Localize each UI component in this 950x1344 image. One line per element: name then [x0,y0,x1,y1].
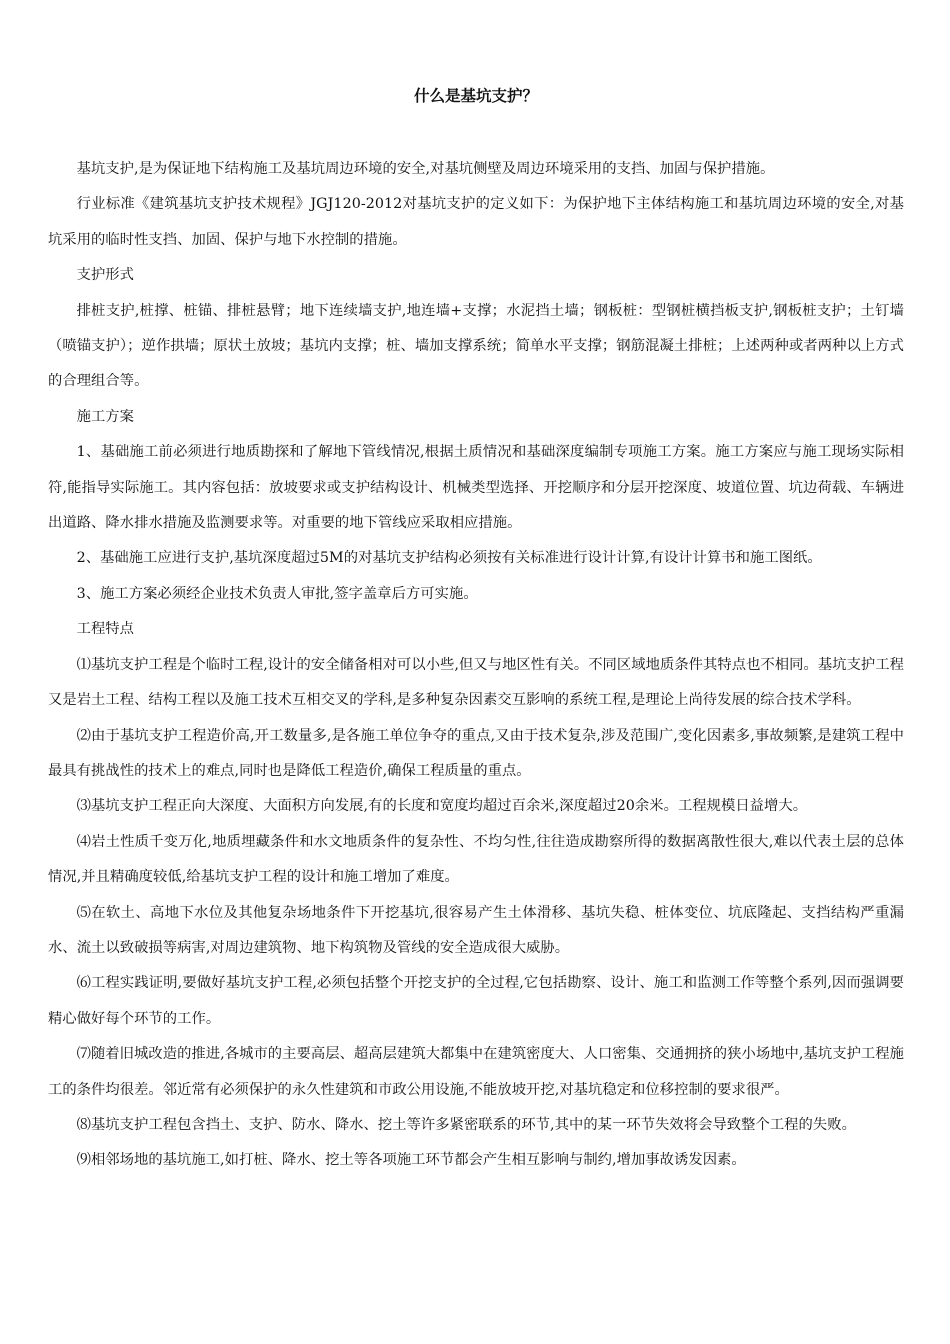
section-heading-engineering-features: 工程特点 [76,621,134,638]
paragraph-standard-definition: 行业标准《建筑基坑支护技术规程》JGJ120-2012对基坑支护的定义如下：为保护地下主体结构施工和基坑周边环境的安全,对基坑采用的临时性支挡、加固、保护与地下水控制的措施。 [48,196,904,248]
paragraph-feature-6: ⑹工程实践证明,要做好基坑支护工程,必须包括整个开挖支护的全过程,它包括勘察、设计、施工和监测工作等整个系列,因而强调要精心做好每个环节的工作。 [48,975,904,1027]
paragraph-feature-2: ⑵由于基坑支护工程造价高,开工数量多,是各施工单位争夺的重点,又由于技术复杂,涉及范围广,变化因素多,事故频繁,是建筑工程中最具有挑战性的技术上的难点,同时也是降低工程造价,确保工程质量的重点。 [48,727,904,779]
document-page [48,74,904,1179]
section-heading-support-forms: 支护形式 [76,267,134,284]
paragraph-plan-item-3: 3、施工方案必须经企业技术负责人审批,签字盖章后方可实施。 [76,585,478,602]
paragraph-feature-1: ⑴基坑支护工程是个临时工程,设计的安全储备相对可以小些,但又与地区性有关。不同区域地质条件其特点也不相同。基坑支护工程又是岩土工程、结构工程以及施工技术互相交叉的学科,是多种复杂因素交互影响的系统工程,是理论上尚待发展的综合技术学科。 [48,656,904,709]
paragraph-feature-9: ⑼相邻场地的基坑施工,如打桩、降水、挖土等各项施工环节都会产生相互影响与制约,增加事故诱发因素。 [76,1152,746,1169]
paragraph-definition: 基坑支护,是为保证地下结构施工及基坑周边环境的安全,对基坑侧壁及周边环境采用的支挡、加固与保护措施。 [76,161,775,177]
paragraph-feature-5: ⑸在软土、高地下水位及其他复杂场地条件下开挖基坑,很容易产生土体滑移、基坑失稳、桩体变位、坑底隆起、支挡结构严重漏水、流土以致破损等病害,对周边建筑物、地下构筑物及管线的安全造成很大威胁。 [48,904,904,956]
paragraph-feature-7: ⑺随着旧城改造的推进,各城市的主要高层、超高层建筑大都集中在建筑密度大、人口密集、交通拥挤的狭小场地中,基坑支护工程施工的条件均很差。邻近常有必须保护的永久性建筑和市政公用设施,不能放坡开挖,对基坑稳定和位移控制的要求很严。 [48,1046,904,1098]
paragraph-feature-8: ⑻基坑支护工程包含挡土、支护、防水、降水、挖土等许多紧密联系的环节,其中的某一环节失效将会导致整个工程的失败。 [76,1116,856,1133]
paragraph-feature-3: ⑶基坑支护工程正向大深度、大面积方向发展,有的长度和宽度均超过百余米,深度超过20余米。工程规模日益增大。 [76,798,808,815]
paragraph-feature-4: ⑷岩土性质千变万化,地质埋藏条件和水文地质条件的复杂性、不均匀性,往往造成勘察所得的数据离散性很大,难以代表土层的总体情况,并且精确度较低,给基坑支护工程的设计和施工增加了难度。 [48,833,904,886]
page-title: 什么是基坑支护？ [413,87,538,105]
paragraph-plan-item-1: 1、基础施工前必须进行地质勘探和了解地下管线情况,根据土质情况和基础深度编制专项施工方案。施工方案应与施工现场实际相符,能指导实际施工。其内容包括：放坡要求或支护结构设计、机械类型选择、开挖顺序和分层开挖深度、坡道位置、坑边荷载、车辆进出道路、降水排水措施及监测要求等。对重要的地下管线应采取相应措施。 [48,444,904,532]
paragraph-plan-item-2: 2、基础施工应进行支护,基坑深度超过5M的对基坑支护结构必须按有关标准进行设计计算,有设计计算书和施工图纸。 [76,550,822,567]
paragraph-support-forms: 排桩支护,桩撑、桩锚、排桩悬臂；地下连续墙支护,地连墙+支撑；水泥挡土墙；钢板桩：型钢桩横挡板支护,钢板桩支护；土钉墙（喷锚支护）；逆作拱墙；原状土放坡；基坑内支撑；桩、墙加支撑系统；简单水平支撑；钢筋混凝土排桩；上述两种或者两种以上方式的合理组合等。 [48,302,904,390]
section-heading-construction-plan: 施工方案 [76,408,134,425]
